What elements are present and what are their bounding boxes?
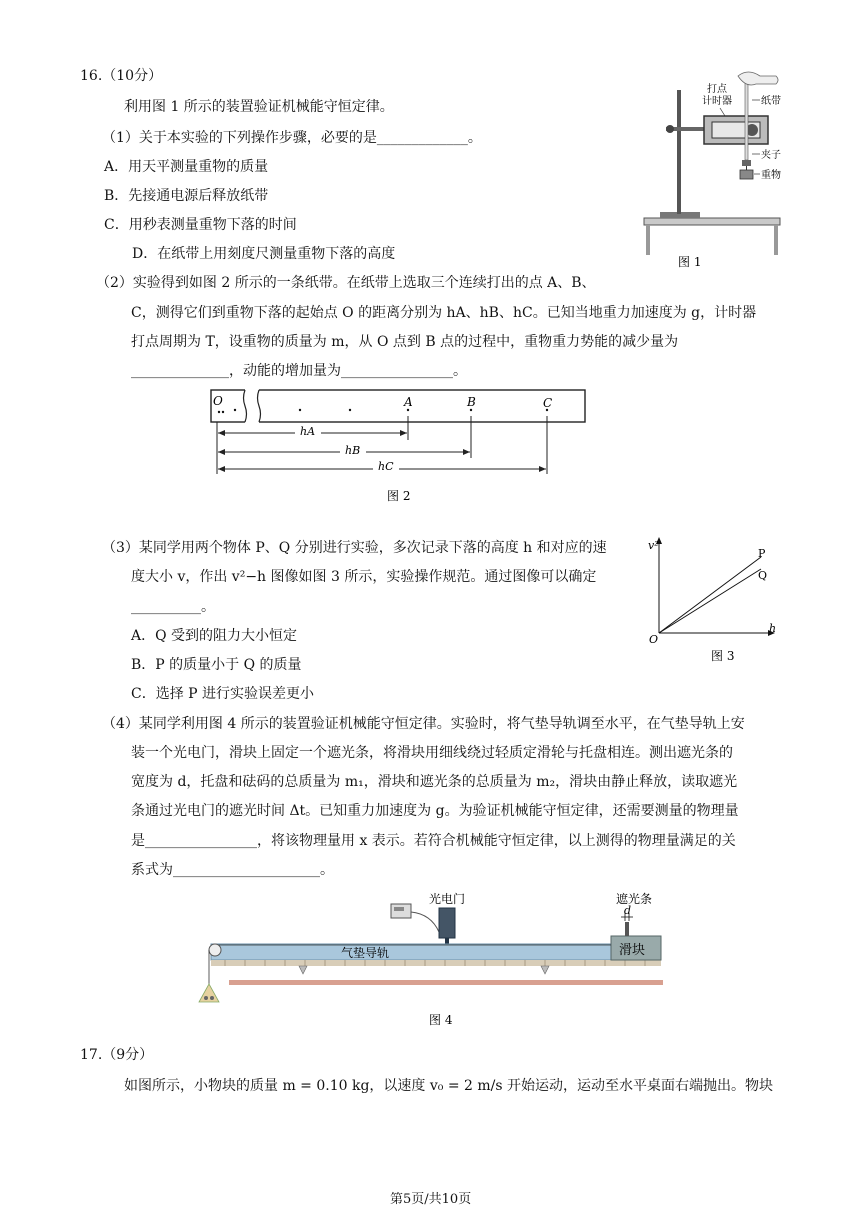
fig3-label-p: P: [758, 547, 766, 560]
fig1-label-clip: 夹子: [761, 150, 781, 161]
q16-part1-stem: （1）关于本实验的下列操作步骤，必要的是_____________。: [102, 130, 482, 146]
q16-part1-option-d: D．在纸带上用刻度尺测量重物下落的高度: [132, 246, 396, 262]
fig1-label-timer-2: 计时器: [702, 96, 732, 107]
fig3-line-p: [659, 557, 761, 633]
fig1-label-weight: 重物: [761, 170, 781, 181]
fig1-label-timer-1: 打点: [707, 84, 727, 95]
q16-part3-option-b: B．P 的质量小于 Q 的质量: [131, 657, 302, 673]
q16-part2-line-4: ______________，动能的增加量为________________。: [131, 363, 467, 379]
q16-part4-line-5: 是________________，将该物理量用 x 表示。若符合机械能守恒定律，以上测得的物理量满足的关: [131, 833, 736, 849]
q16-part3-option-a: A．Q 受到的阻力大小恒定: [131, 628, 298, 644]
fig2-label-hc: hC: [378, 460, 394, 473]
figure-4-air-track: [195, 888, 670, 1028]
fig2-label-a: A: [404, 395, 413, 409]
fig3-line-q: [659, 569, 761, 633]
fig4-label-strip: 遮光条: [616, 892, 653, 906]
q16-intro: 利用图 1 所示的装置验证机械能守恒定律。: [124, 99, 394, 115]
fig1-label-tape: 纸带: [761, 96, 781, 107]
q16-part1-option-c: C．用秒表测量重物下落的时间: [104, 217, 297, 233]
q16-part4-line-2: 装一个光电门，滑块上固定一个遮光条，将滑块用细线绕过轻质定滑轮与托盘相连。测出遮光条的: [131, 745, 733, 761]
fig2-label-hb: hB: [345, 444, 361, 457]
fig4-label-d: d: [624, 904, 632, 917]
q16-part2-line-1: （2）实验得到如图 2 所示的一条纸带。在纸带上选取三个连续打出的点 A、B、: [96, 275, 596, 291]
q16-part2-line-3: 打点周期为 T，设重物的质量为 m，从 O 点到 B 点的过程中，重物重力势能的减少量为: [131, 334, 679, 350]
fig3-label-q: Q: [758, 569, 768, 582]
fig2-label-o: O: [213, 394, 223, 408]
q16-part4-line-1: （4）某同学利用图 4 所示的装置验证机械能守恒定律。实验时，将气垫导轨调至水平，在气垫导轨上安: [102, 716, 745, 732]
figure-3-v2-h-graph: [645, 535, 785, 665]
fig3-origin: O: [649, 633, 659, 646]
fig2-caption: 图 2: [387, 489, 411, 503]
fig2-label-ha: hA: [300, 425, 316, 438]
page-footer: 第5页/共10页: [390, 1192, 472, 1207]
fig2-label-c: C: [543, 396, 553, 410]
q16-part4-line-4: 条通过光电门的遮光时间 Δt。已知重力加速度为 g。为验证机械能守恒定律，还需要测量的物理量: [131, 803, 739, 819]
fig4-label-slider: 滑块: [619, 943, 646, 958]
q16-part3-line-1: （3）某同学用两个物体 P、Q 分别进行实验，多次记录下落的高度 h 和对应的速: [102, 540, 607, 556]
q16-part2-line-2: C，测得它们到重物下落的起始点 O 的距离分别为 hA、hB、hC。已知当地重力加速度为 g，计时器: [131, 305, 757, 321]
fig3-caption: 图 3: [711, 649, 735, 663]
fig3-y-label: v²: [648, 539, 659, 552]
q16-part4-line-6: 系式为_____________________。: [131, 862, 334, 878]
fig3-x-label: h: [769, 622, 777, 635]
figure-2-paper-tape: [205, 386, 595, 506]
q16-part1-option-a: A．用天平测量重物的质量: [104, 159, 269, 175]
fig2-label-b: B: [467, 395, 476, 409]
figure-1-apparatus: [640, 70, 790, 270]
q16-part3-line-3: __________。: [131, 599, 215, 615]
fig1-caption: 图 1: [678, 255, 702, 269]
q16-part3-option-c: C．选择 P 进行实验误差更小: [131, 686, 315, 702]
q16-header: 16.（10分）: [80, 68, 163, 84]
fig4-label-rail: 气垫导轨: [341, 946, 390, 960]
q16-part3-line-2: 度大小 v，作出 v²−h 图像如图 3 所示，实验操作规范。通过图像可以确定: [131, 569, 597, 585]
fig4-caption: 图 4: [429, 1013, 453, 1027]
q16-part1-option-b: B．先接通电源后释放纸带: [104, 188, 269, 204]
fig4-label-gate: 光电门: [429, 892, 466, 906]
q17-line-1: 如图所示，小物块的质量 m = 0.10 kg，以速度 v₀ = 2 m/s 开始运动，运动至水平桌面右端抛出。物块: [124, 1078, 774, 1094]
q17-header: 17.（9分）: [80, 1047, 154, 1063]
q16-part4-line-3: 宽度为 d，托盘和砝码的总质量为 m₁，滑块和遮光条的总质量为 m₂，滑块由静止释放，读取遮光: [131, 774, 738, 790]
